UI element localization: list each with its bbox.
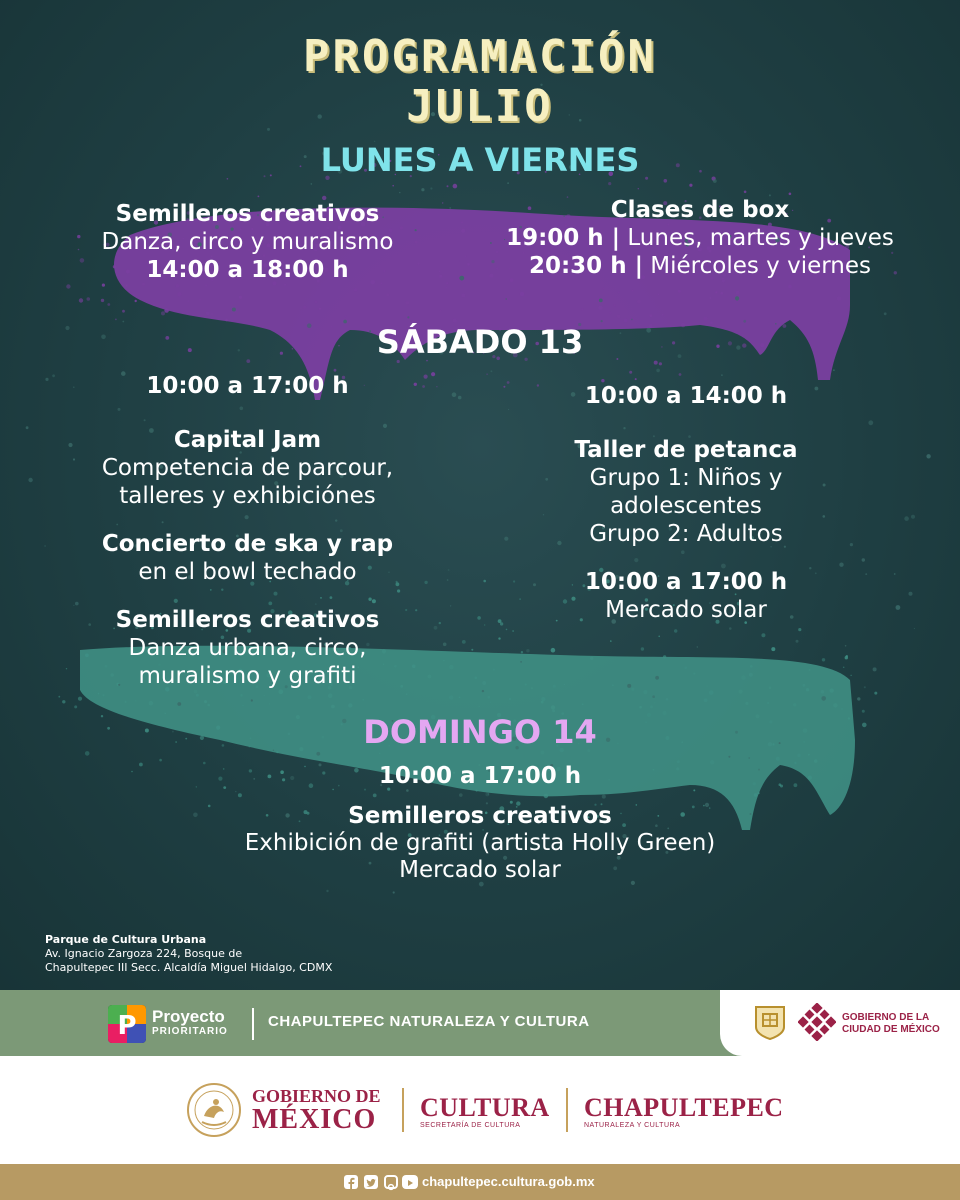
schedule-line-2 xyxy=(470,252,930,280)
spray-dot xyxy=(443,643,447,647)
spray-dot xyxy=(115,319,117,321)
cultura-title: CULTURA xyxy=(420,1093,550,1122)
event-description: Grupo 2: Adultos xyxy=(589,521,783,547)
spray-dot xyxy=(715,291,717,293)
spray-dot xyxy=(659,362,662,365)
spray-dot xyxy=(637,300,641,304)
spray-dot xyxy=(461,222,463,224)
gobierno-cdmx-line-1: GOBIERNO DE LA xyxy=(842,1012,930,1023)
title-line-1: PROGRAMACIÓN xyxy=(303,31,657,82)
spray-dot xyxy=(316,752,320,756)
spray-dot xyxy=(590,657,593,660)
spray-dot xyxy=(449,665,454,670)
spray-dot xyxy=(544,794,549,799)
spray-dot xyxy=(926,454,930,458)
venue-name: Parque de Cultura Urbana xyxy=(45,933,207,946)
spray-dot xyxy=(843,667,845,669)
spray-dot xyxy=(788,285,792,289)
sunday-description-1: Exhibición de grafiti (artista Holly Green) xyxy=(244,830,716,856)
spray-dot xyxy=(440,310,442,312)
proyecto-label: Proyecto xyxy=(152,1007,225,1026)
spray-dot xyxy=(399,192,400,193)
spray-dot xyxy=(599,299,603,303)
spray-dot xyxy=(421,188,424,191)
youtube-icon[interactable] xyxy=(402,1175,418,1189)
spray-dot xyxy=(490,702,492,704)
spray-dot xyxy=(407,316,409,318)
weekdays-box xyxy=(470,196,930,280)
spray-dot xyxy=(720,292,723,295)
spray-dot xyxy=(509,698,511,700)
event-time: 10:00 a 17:00 h xyxy=(584,569,788,595)
spray-dot xyxy=(914,628,915,629)
schedule-time-1: 19:00 h | xyxy=(506,225,621,251)
event-capital-jam xyxy=(60,426,435,510)
spray-dot xyxy=(125,284,127,286)
spray-dot xyxy=(471,649,473,651)
spray-dot xyxy=(507,182,509,184)
spray-dot xyxy=(87,297,91,301)
spray-dot xyxy=(629,371,632,374)
spray-dot xyxy=(841,708,843,710)
spray-dot xyxy=(239,296,242,299)
spray-dot xyxy=(177,292,181,296)
spray-dot xyxy=(326,890,328,892)
event-description: Danza, circo y muralismo xyxy=(101,229,394,255)
spray-dot xyxy=(631,688,634,691)
spray-dot xyxy=(846,655,848,657)
spray-dot xyxy=(609,311,612,314)
spray-dot xyxy=(531,687,533,689)
spray-dot xyxy=(748,757,750,759)
spray-dot xyxy=(602,795,606,799)
spray-dot xyxy=(446,287,447,288)
spray-dot xyxy=(793,703,796,706)
spray-dot xyxy=(459,276,464,281)
spray-dot xyxy=(639,706,642,709)
spray-dot xyxy=(833,369,835,371)
spray-dot xyxy=(392,185,394,187)
spray-dot xyxy=(771,647,775,651)
spray-dot xyxy=(551,705,555,709)
spray-dot xyxy=(520,661,522,663)
spray-dot xyxy=(122,310,125,313)
spray-dot xyxy=(761,633,765,637)
spray-dot xyxy=(176,284,180,288)
spray-dot xyxy=(873,667,877,671)
divider xyxy=(566,1088,568,1132)
spray-dot xyxy=(610,640,612,642)
spray-dot xyxy=(379,753,381,755)
spray-dot xyxy=(284,284,286,286)
venue-address xyxy=(45,933,332,975)
spray-dot xyxy=(45,378,48,381)
spray-dot xyxy=(911,515,915,519)
svg-text:P: P xyxy=(117,1011,137,1041)
spray-dot xyxy=(52,374,55,377)
spray-dot xyxy=(729,627,732,630)
spray-dot xyxy=(750,665,753,668)
spray-dot xyxy=(459,261,460,262)
spray-dot xyxy=(450,605,451,606)
spray-dot xyxy=(439,275,442,278)
spray-dot xyxy=(486,373,488,375)
spray-dot xyxy=(135,300,137,302)
spray-dot xyxy=(477,616,481,620)
spray-dot xyxy=(662,314,664,316)
spray-dot xyxy=(493,669,495,671)
spray-dot xyxy=(689,184,692,187)
spray-dot xyxy=(721,374,723,376)
event-semilleros xyxy=(60,606,435,690)
spray-dot xyxy=(447,579,449,581)
sunday-heading: DOMINGO 14 xyxy=(363,713,597,751)
spray-dot xyxy=(107,303,110,306)
spray-dot xyxy=(582,703,584,705)
event-title: Concierto de ska y rap xyxy=(101,531,394,557)
sunday-time: 10:00 a 17:00 h xyxy=(378,763,582,789)
event-description: en el bowl techado xyxy=(138,559,357,585)
spray-dot xyxy=(315,301,318,304)
spray-dot xyxy=(650,705,653,708)
spray-dot xyxy=(739,690,743,694)
spray-dot xyxy=(833,703,838,708)
spray-dot xyxy=(808,754,810,756)
schedule-time-2: 20:30 h | xyxy=(528,253,643,279)
spray-dot xyxy=(830,688,834,692)
spray-dot xyxy=(749,673,753,677)
spray-dot xyxy=(612,684,614,686)
spray-dot xyxy=(806,688,809,691)
cdmx-shield-icon xyxy=(754,1005,786,1041)
spray-dot xyxy=(44,545,46,547)
spray-dot xyxy=(656,369,660,373)
spray-dot xyxy=(541,697,545,701)
event-description: Mercado solar xyxy=(605,597,767,623)
spray-dot xyxy=(442,202,443,203)
instagram-icon[interactable] xyxy=(384,1175,398,1189)
spray-dot xyxy=(525,683,527,685)
spray-dot xyxy=(776,757,780,761)
spray-dot xyxy=(754,793,758,797)
spray-dot xyxy=(709,297,711,299)
prioritario-label: PRIORITARIO xyxy=(152,1026,228,1037)
spray-dot xyxy=(449,695,454,700)
spray-dot xyxy=(354,288,357,291)
spray-dot xyxy=(857,697,860,700)
spray-dot xyxy=(485,792,489,796)
spray-dot xyxy=(581,308,583,310)
spray-dot xyxy=(663,655,666,658)
facebook-icon[interactable] xyxy=(344,1175,358,1189)
spray-dot xyxy=(386,293,389,296)
spray-dot xyxy=(491,370,493,372)
spray-dot xyxy=(101,299,104,302)
schedule-line-1 xyxy=(470,224,930,252)
spray-dot xyxy=(205,284,208,287)
spray-dot xyxy=(635,378,637,380)
spray-dot xyxy=(736,291,740,295)
spray-dot xyxy=(693,673,695,675)
spray-dot xyxy=(452,392,457,397)
spray-dot xyxy=(479,706,480,707)
spray-dot xyxy=(657,294,659,296)
spray-dot xyxy=(703,317,707,321)
event-title: Capital Jam xyxy=(173,427,322,453)
spray-dot xyxy=(884,312,887,315)
spray-dot xyxy=(551,648,556,653)
spray-dot xyxy=(235,791,236,792)
spray-dot xyxy=(453,184,458,189)
title-line-2: JULIO xyxy=(406,81,554,132)
gobierno-de-mexico-logo xyxy=(252,1086,381,1134)
cultura-subtitle: SECRETARÍA DE CULTURA xyxy=(420,1122,521,1129)
spray-dot xyxy=(803,684,806,687)
event-description: Grupo 1: Niños y xyxy=(589,465,783,491)
spray-dot xyxy=(258,196,260,198)
spray-dot xyxy=(599,306,603,310)
spray-dot xyxy=(519,290,520,291)
spray-dot xyxy=(837,296,842,301)
spray-dot xyxy=(845,645,847,647)
spray-dot xyxy=(482,681,486,685)
spray-dot xyxy=(443,660,444,661)
spray-dot xyxy=(505,298,507,300)
gob-mex-line-1: GOBIERNO DE xyxy=(252,1086,381,1106)
spray-dot xyxy=(311,183,313,185)
event-title: Taller de petanca xyxy=(574,437,798,463)
event-description: Danza urbana, circo, xyxy=(128,635,367,661)
spray-dot xyxy=(796,640,799,643)
schedule-days-1: Lunes, martes y jueves xyxy=(620,225,894,251)
cdmx-logo-icon xyxy=(798,1003,836,1041)
spray-dot xyxy=(706,685,707,686)
chapultepec-title: CHAPULTEPEC xyxy=(584,1093,784,1122)
twitter-icon[interactable] xyxy=(364,1175,378,1189)
event-title: Semilleros creativos xyxy=(115,607,380,633)
event-time: 14:00 a 18:00 h xyxy=(146,257,349,283)
event-title: Semilleros creativos xyxy=(115,201,380,227)
website-link[interactable]: chapultepec.cultura.gob.mx xyxy=(422,1174,595,1189)
address-line: Chapultepec III Secc. Alcaldía Miguel Hidalgo, CDMX xyxy=(45,961,333,974)
spray-dot xyxy=(678,290,681,293)
spray-dot xyxy=(797,753,801,757)
spray-dot xyxy=(164,308,169,313)
spray-dot xyxy=(652,695,655,698)
spray-dot xyxy=(232,308,236,312)
spray-dot xyxy=(641,647,644,650)
spray-dot xyxy=(458,396,462,400)
spray-dot xyxy=(896,605,901,610)
schedule-days-2: Miércoles y viernes xyxy=(642,253,872,279)
spray-dot xyxy=(447,185,449,187)
divider xyxy=(252,1008,254,1040)
spray-dot xyxy=(79,298,83,302)
spray-dot xyxy=(448,569,450,571)
chapultepec-subtitle: NATURALEZA Y CULTURA xyxy=(584,1122,681,1129)
spray-dot xyxy=(851,675,852,676)
spray-dot xyxy=(465,255,467,257)
event-petanca xyxy=(500,436,872,548)
spray-dot xyxy=(603,287,605,289)
spray-dot xyxy=(631,319,633,321)
spray-dot xyxy=(439,270,441,272)
event-time: 10:00 a 17:00 h xyxy=(146,373,349,399)
spray-dot xyxy=(608,182,611,185)
spray-dot xyxy=(654,702,655,703)
spray-dot xyxy=(798,628,801,631)
chapultepec-logo xyxy=(584,1094,784,1129)
spray-dot xyxy=(618,292,620,294)
spray-dot xyxy=(482,690,484,692)
spray-dot xyxy=(188,301,189,302)
gob-mex-line-2: MÉXICO xyxy=(252,1104,377,1135)
spray-dot xyxy=(319,308,321,310)
spray-dot xyxy=(303,306,306,309)
saturday-right-column xyxy=(500,382,872,624)
spray-dot xyxy=(655,676,659,680)
spray-dot xyxy=(757,792,759,794)
spray-dot xyxy=(439,622,441,624)
spray-dot xyxy=(728,756,730,758)
spray-dot xyxy=(822,658,825,661)
spray-dot xyxy=(904,516,909,521)
chapultepec-banner-text: CHAPULTEPEC NATURALEZA Y CULTURA xyxy=(268,1013,590,1030)
weekdays-heading: LUNES A VIERNES xyxy=(320,141,640,179)
spray-dot xyxy=(28,478,32,482)
spray-dot xyxy=(459,793,463,797)
mexico-seal-icon xyxy=(186,1082,242,1138)
spray-dot xyxy=(632,290,634,292)
spray-dot xyxy=(741,675,746,680)
saturday-heading: SÁBADO 13 xyxy=(376,323,584,361)
spray-dot xyxy=(704,698,708,702)
divider xyxy=(402,1088,404,1132)
spray-dot xyxy=(161,311,165,315)
spray-dot xyxy=(520,292,525,297)
spray-dot xyxy=(487,696,490,699)
spray-dot xyxy=(484,624,485,625)
spray-dot xyxy=(685,666,688,669)
spray-dot xyxy=(679,373,682,376)
spray-dot xyxy=(430,187,432,189)
spray-dot xyxy=(461,229,465,233)
spray-dot xyxy=(206,312,210,316)
sunday-title: Semilleros creativos xyxy=(348,803,612,829)
spray-dot xyxy=(449,207,451,209)
spray-dot xyxy=(526,649,529,652)
sunday-description-2: Mercado solar xyxy=(399,857,561,883)
spray-dot xyxy=(506,629,508,631)
gobierno-cdmx-line-2: CIUDAD DE MÉXICO xyxy=(842,1024,940,1035)
event-concierto xyxy=(60,530,435,586)
event-time: 10:00 a 14:00 h xyxy=(584,383,788,409)
spray-dot xyxy=(666,698,669,701)
proyecto-prioritario-icon xyxy=(108,1005,146,1043)
proyecto-prioritario-logo xyxy=(152,1008,228,1037)
saturday-left-column xyxy=(60,372,435,710)
spray-dot xyxy=(789,193,792,196)
spray-dot xyxy=(238,793,242,797)
event-title: Clases de box xyxy=(610,197,790,223)
spray-dot xyxy=(658,636,660,638)
spray-dot xyxy=(462,640,466,644)
spray-dot xyxy=(638,188,639,189)
spray-dot xyxy=(66,284,70,288)
spray-dot xyxy=(459,697,461,699)
spray-dot xyxy=(613,304,615,306)
spray-dot xyxy=(649,314,652,317)
gobierno-cdmx-logo xyxy=(842,1012,940,1036)
spray-dot xyxy=(199,299,200,300)
spray-dot xyxy=(821,690,825,694)
spray-dot xyxy=(373,794,377,798)
spray-dot xyxy=(864,686,866,688)
spray-dot xyxy=(874,692,877,695)
spray-dot xyxy=(744,191,747,194)
address-line: Av. Ignacio Zargoza 224, Bosque de xyxy=(45,947,243,960)
spray-dot xyxy=(553,685,556,688)
spray-dot xyxy=(564,684,565,685)
spray-dot xyxy=(393,891,395,893)
spray-dot xyxy=(674,629,677,632)
spray-dot xyxy=(461,293,465,297)
spray-dot xyxy=(735,296,739,300)
spray-dot xyxy=(512,630,514,632)
spray-dot xyxy=(483,580,486,583)
spray-dot xyxy=(745,702,748,705)
spray-dot xyxy=(709,690,714,695)
spray-dot xyxy=(643,690,647,694)
spray-dot xyxy=(769,686,772,689)
event-description: talleres y exhibiciónes xyxy=(119,483,376,509)
spray-dot xyxy=(26,426,29,429)
spray-dot xyxy=(909,592,913,596)
spray-dot xyxy=(821,696,826,701)
spray-dot xyxy=(697,646,698,647)
spray-dot xyxy=(436,386,437,387)
spray-dot xyxy=(345,315,347,317)
spray-dot xyxy=(627,684,631,688)
cultura-logo xyxy=(420,1094,550,1129)
spray-dot xyxy=(211,313,213,315)
spray-dot xyxy=(809,669,811,671)
spray-dot xyxy=(521,651,523,653)
weekdays-semilleros xyxy=(60,200,435,284)
spray-dot xyxy=(225,319,228,322)
spray-dot xyxy=(617,315,621,319)
spray-dot xyxy=(767,702,769,704)
spray-dot xyxy=(894,573,896,575)
spray-dot xyxy=(159,759,162,762)
event-description: adolescentes xyxy=(610,493,762,519)
spray-dot xyxy=(446,282,448,284)
event-description: muralismo y grafiti xyxy=(138,663,357,689)
spray-dot xyxy=(498,637,500,639)
spray-dot xyxy=(475,676,478,679)
event-description: Competencia de parcour, xyxy=(101,455,394,481)
spray-dot xyxy=(405,301,409,305)
spray-dot xyxy=(300,308,301,309)
